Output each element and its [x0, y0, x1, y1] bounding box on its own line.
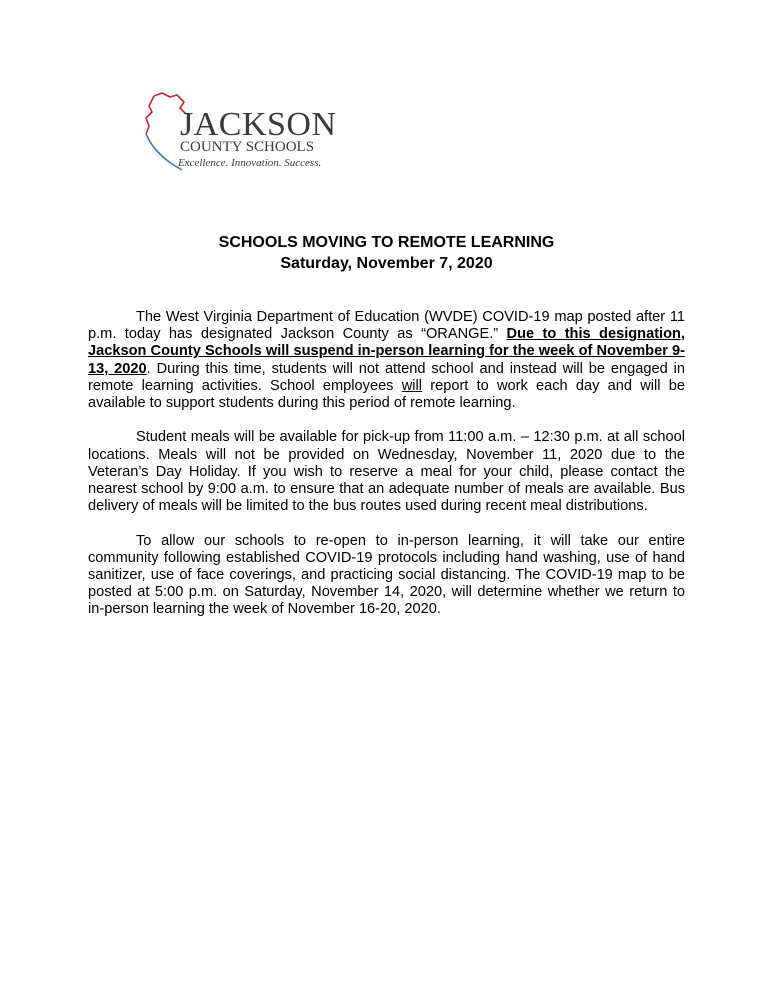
paragraph-reopening: To allow our schools to re-open to in-person learning, it will take our entire community following established COVID-19 protocols including hand washing, use of hand sanitizer, use of face coverings, and practicing social distancing. The COVID-19 map to be posted at 5:00 p.m. on Saturday, November 14, 2020, will determine whether we return to in-person learning the week of November 16-20, 2020.: [88, 532, 685, 618]
suspension-notice: Due to this designation, Jackson County Schools will suspend in-person learning for the week of November 9-13, 2020: [88, 326, 685, 377]
title-heading: SCHOOLS MOVING TO REMOTE LEARNING: [218, 234, 555, 251]
paragraph-remote-learning: [88, 309, 685, 412]
jackson-county-schools-logo: [140, 88, 340, 178]
paragraph-1-end: report to work each day and will be available to support students during this period of remote learning.: [88, 377, 685, 412]
paragraph-1-intro: The West Virginia Department of Education (WVDE) COVID-19 map posted after 11 p.m. today has designated Jackson County as “ORANGE.”: [88, 309, 685, 343]
announcement-title: [0, 232, 773, 274]
logo-name: JACKSON: [180, 106, 337, 143]
paragraph-student-meals: Student meals will be available for pick-up from 11:00 a.m. – 12:30 p.m. at all school locations. Meals will not be provided on Wednesday, November 11, 2020 due to the Veteran’s Day Holiday. If you wish to reserve a meal for your child, please contact the nearest school by 9:00 a.m. to ensure that an adequate number of meals are available. Bus delivery of meals will be limited to the bus routes used during recent meal distributions.: [88, 429, 685, 515]
emphasis-will: will: [401, 377, 422, 394]
announcement-body: [88, 309, 685, 636]
logo-tagline: Excellence. Innovation. Success.: [178, 157, 322, 169]
title-date: Saturday, November 7, 2020: [280, 255, 493, 272]
paragraph-1-middle: . During this time, students will not attend school and instead will be engaged in remote learning activities. School employees: [88, 360, 685, 394]
logo-subtitle: COUNTY SCHOOLS: [180, 139, 315, 155]
